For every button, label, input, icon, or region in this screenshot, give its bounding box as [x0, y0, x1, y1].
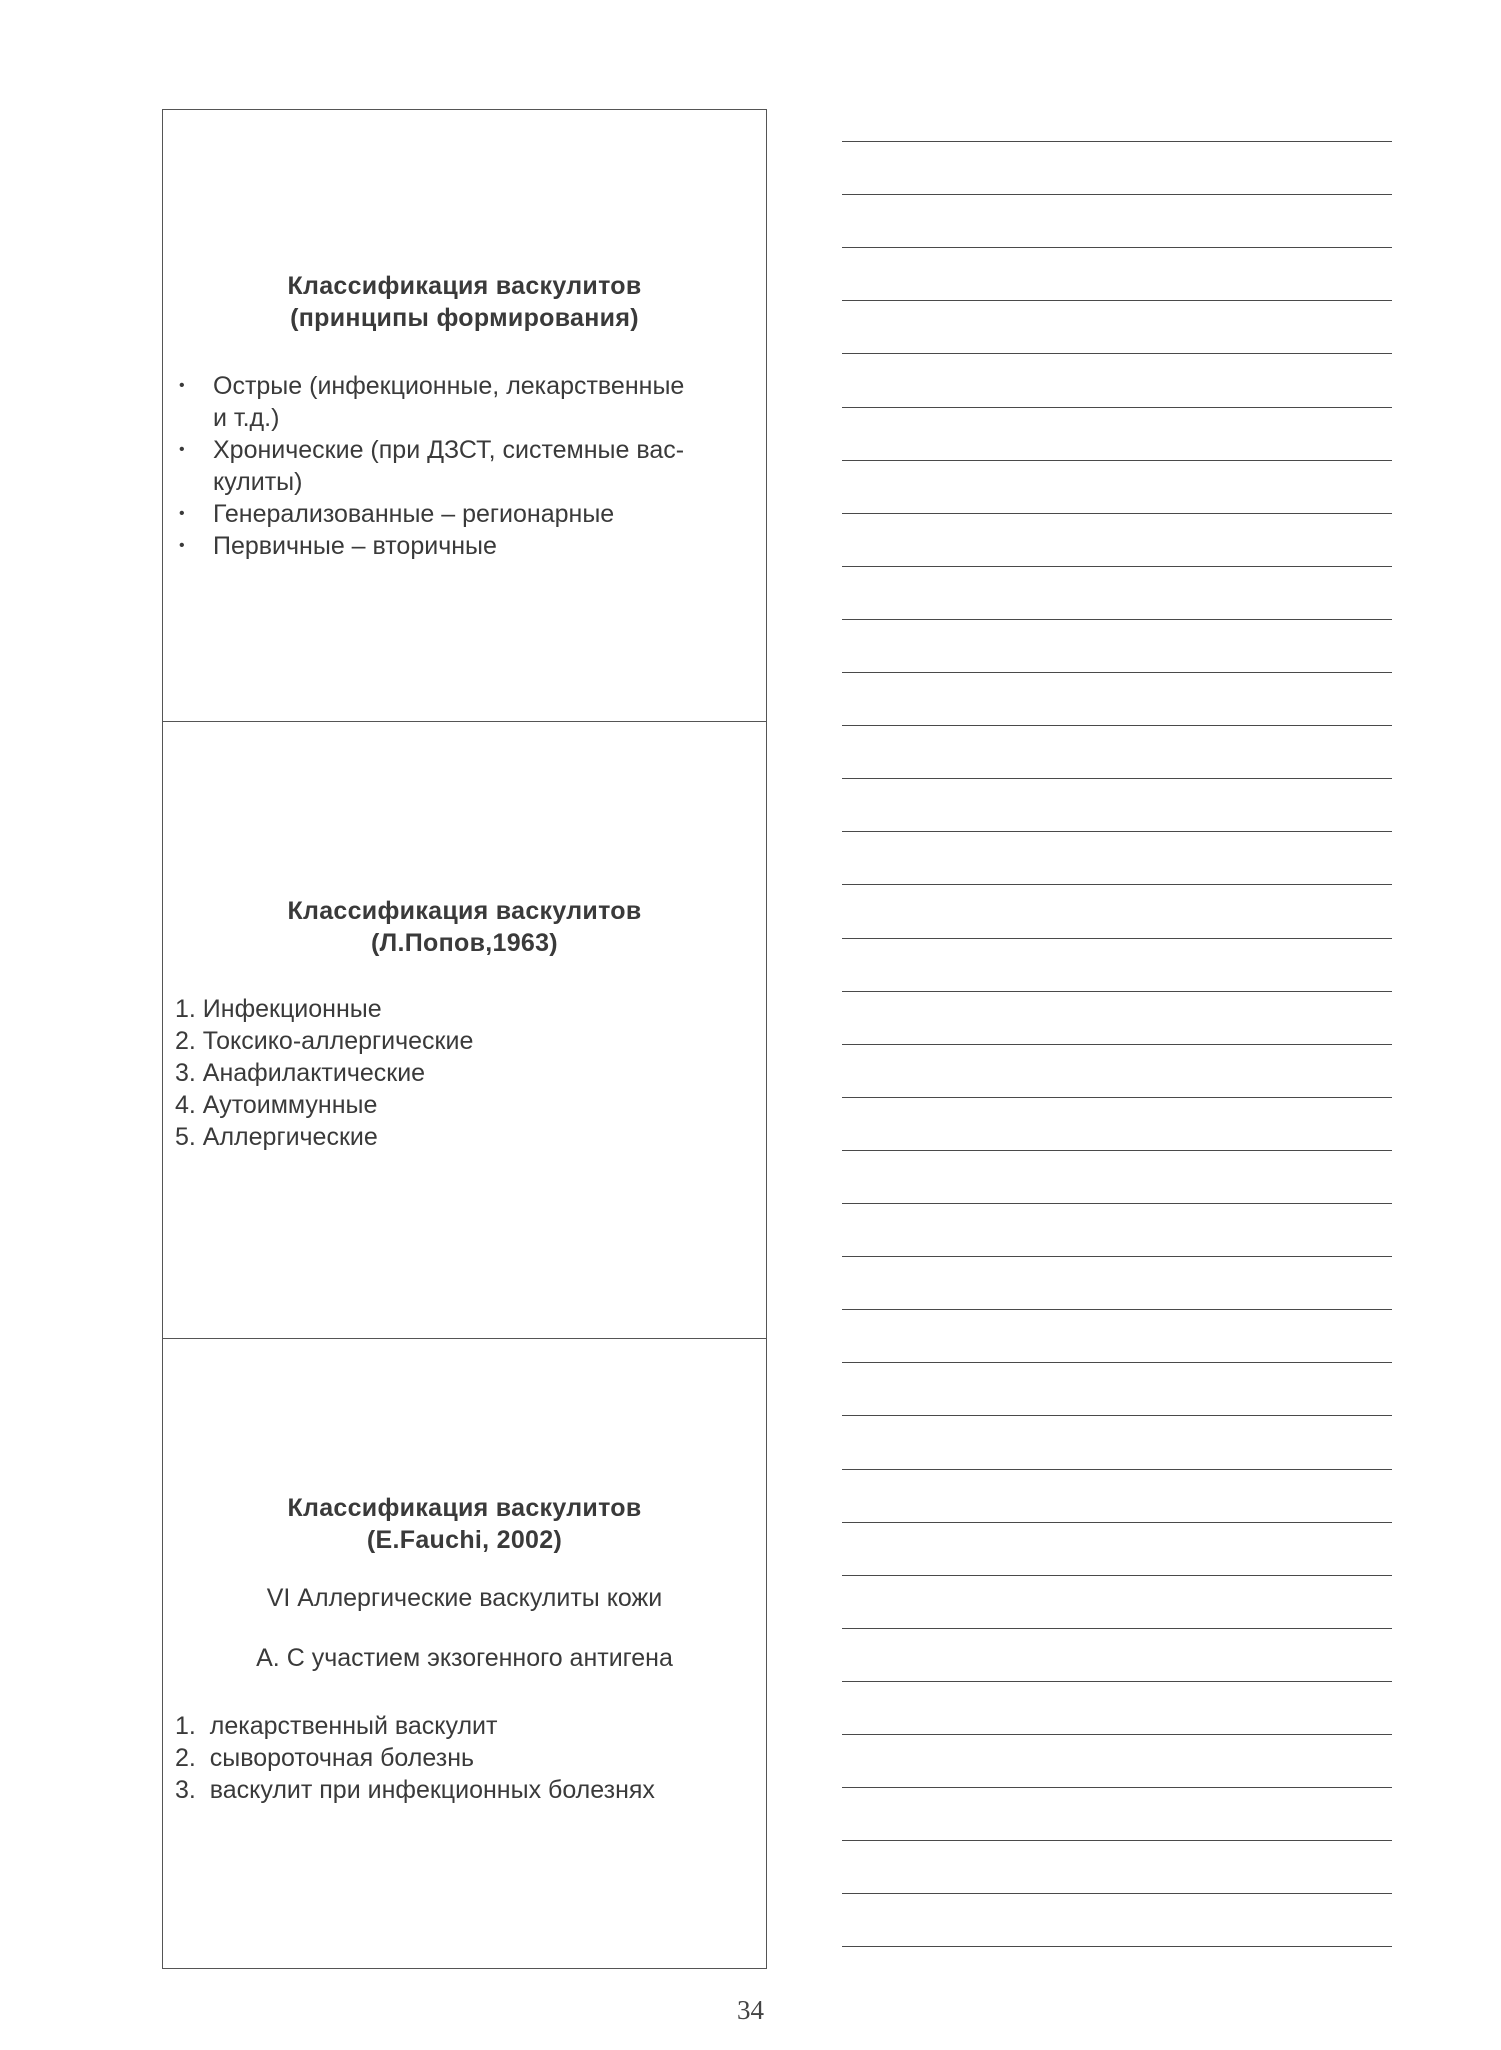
list-item: 1. Инфекционные [175, 995, 382, 1023]
ruled-line [842, 1522, 1392, 1523]
slide-classification-fauchi [163, 1339, 766, 1967]
ruled-line [842, 513, 1392, 514]
ruled-line [842, 1628, 1392, 1629]
ruled-line [842, 1097, 1392, 1098]
ruled-line [842, 725, 1392, 726]
ruled-line [842, 460, 1392, 461]
slide-title [163, 1492, 766, 1556]
list-item: 1. лекарственный васкулит [175, 1712, 498, 1740]
ruled-line [842, 778, 1392, 779]
ruled-line [842, 1575, 1392, 1576]
ruled-line [842, 1150, 1392, 1151]
list-item-text: Первичные – вторичные [213, 532, 497, 560]
ruled-line [842, 1415, 1392, 1416]
ruled-line [842, 938, 1392, 939]
slide-title-line: (Л.Попов,1963) [371, 929, 558, 957]
slide-title-line: Классификация васкулитов [287, 1494, 642, 1522]
bullet-icon: • [179, 377, 185, 394]
list-item [173, 530, 754, 562]
numbered-list [175, 993, 754, 1153]
list-item: 4. Аутоиммунные [175, 1091, 378, 1119]
ruled-line [842, 1946, 1392, 1947]
ruled-line [842, 1044, 1392, 1045]
bullet-icon: • [179, 537, 185, 554]
list-item [173, 498, 754, 530]
list-item-text: Острые (инфекционные, лекарственные [213, 372, 685, 400]
ruled-line [842, 1203, 1392, 1204]
slide-title-line: (E.Fauchi, 2002) [366, 1526, 563, 1554]
list-item: 2. сывороточная болезнь [175, 1744, 475, 1772]
slide-title-line: (принципы формирования) [290, 304, 639, 332]
list-item: 2. Токсико-аллергические [175, 1027, 474, 1055]
list-item: 3. Анафилактические [175, 1059, 426, 1087]
ruled-line [842, 407, 1392, 408]
list-item-text: Хронические (при ДЗСТ, системные вас- [213, 436, 685, 464]
slide-classification-popov [163, 722, 766, 1339]
list-item-text: и т.д.) [213, 404, 280, 432]
ruled-line [842, 1309, 1392, 1310]
page-number: 34 [737, 1995, 764, 2025]
ruled-line [842, 1469, 1392, 1470]
list-item: 5. Аллергические [175, 1123, 378, 1151]
slide-title-line: Классификация васкулитов [287, 897, 642, 925]
slide-section-heading: А. С участием экзогенного антигена [256, 1644, 673, 1672]
notes-ruled-lines [842, 0, 1392, 2050]
bullet-list [173, 370, 754, 562]
list-item-text: кулиты) [213, 468, 303, 496]
ruled-line [842, 831, 1392, 832]
ruled-line [842, 1256, 1392, 1257]
ruled-line [842, 672, 1392, 673]
ruled-line [842, 1893, 1392, 1894]
list-item: 3. васкулит при инфекционных болезнях [175, 1776, 655, 1804]
ruled-line [842, 566, 1392, 567]
list-item-text: Генерализованные – регионарные [213, 500, 615, 528]
ruled-line [842, 991, 1392, 992]
ruled-line [842, 1734, 1392, 1735]
ruled-line [842, 194, 1392, 195]
ruled-line [842, 300, 1392, 301]
ruled-line [842, 1362, 1392, 1363]
numbered-list [175, 1710, 754, 1806]
slides-column [162, 109, 767, 1969]
ruled-line [842, 619, 1392, 620]
slide-title-line: Классификация васкулитов [287, 272, 642, 300]
ruled-line [842, 247, 1392, 248]
slide-classification-principles [163, 110, 766, 722]
ruled-line [842, 1787, 1392, 1788]
list-item [173, 370, 754, 434]
slide-subheading: VI Аллергические васкулиты кожи [266, 1584, 663, 1612]
slide-title [163, 895, 766, 959]
ruled-line [842, 1681, 1392, 1682]
ruled-line [842, 1840, 1392, 1841]
bullet-icon: • [179, 505, 185, 522]
ruled-line [842, 884, 1392, 885]
slide-title [163, 270, 766, 334]
ruled-line [842, 141, 1392, 142]
ruled-line [842, 353, 1392, 354]
list-item [173, 434, 754, 498]
bullet-icon: • [179, 441, 185, 458]
